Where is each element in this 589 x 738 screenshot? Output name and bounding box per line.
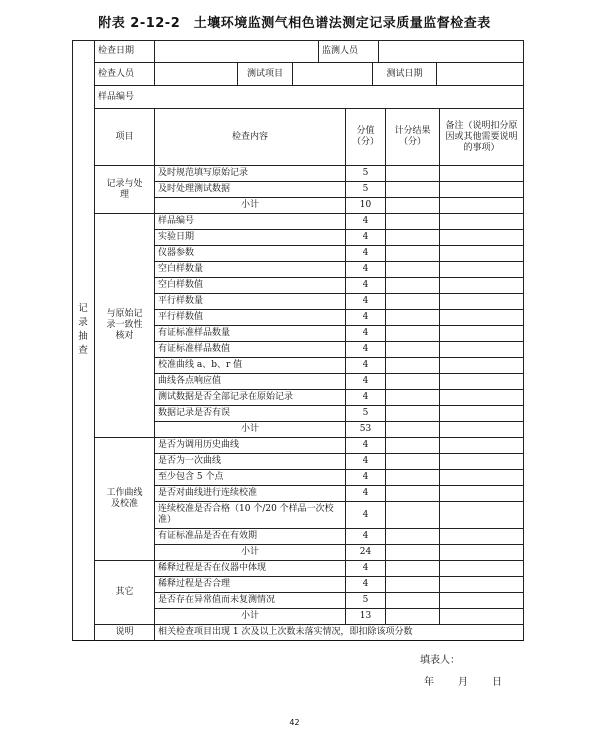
item-score: 4 — [362, 280, 369, 290]
rule — [345, 245, 346, 262]
rule — [385, 485, 386, 502]
rule — [345, 485, 346, 502]
day-label: 日 — [492, 677, 502, 688]
rule — [439, 576, 440, 593]
check-item: 校准曲线 a、b、r 值 — [158, 360, 243, 370]
item-score: 4 — [362, 344, 369, 354]
rule — [385, 389, 386, 406]
rule — [345, 437, 346, 454]
item-score: 4 — [362, 312, 369, 322]
rule — [385, 560, 386, 577]
check-item: 空白样数值 — [158, 280, 204, 290]
rule — [345, 165, 346, 182]
rule — [385, 405, 386, 422]
rule — [439, 592, 440, 609]
item-score: 4 — [362, 440, 369, 450]
rule — [345, 357, 346, 374]
rule — [345, 469, 346, 486]
rule — [72, 640, 524, 641]
rule — [345, 181, 346, 198]
rule — [523, 40, 524, 641]
rule — [345, 277, 346, 294]
rule — [385, 592, 386, 609]
rule — [94, 40, 95, 625]
item-score: 4 — [362, 232, 369, 242]
subtotal-score: 53 — [359, 424, 372, 434]
rule — [345, 576, 346, 593]
rule — [154, 437, 155, 561]
group-name: 其它 — [115, 587, 134, 597]
check-date-label: 检查日期 — [98, 46, 135, 56]
column-content-header: 检查内容 — [231, 131, 268, 142]
item-score: 4 — [362, 472, 369, 482]
check-item: 是否为调用历史曲线 — [158, 440, 240, 450]
rule — [439, 373, 440, 390]
rule — [385, 453, 386, 470]
rule — [385, 341, 386, 358]
check-item: 及时处理测试数据 — [158, 184, 231, 194]
test-date-label: 测试日期 — [386, 68, 423, 79]
check-item: 样品编号 — [158, 216, 195, 226]
rule — [385, 293, 386, 310]
rule — [385, 165, 386, 182]
page-title: 附表 2-12-2 土壤环境监测气相色谱法测定记录质量监督检查表 — [98, 16, 491, 31]
rule — [439, 560, 440, 577]
rule — [345, 213, 346, 230]
item-score: 4 — [362, 376, 369, 386]
item-score: 4 — [362, 456, 369, 466]
column-item-header: 项目 — [115, 131, 134, 142]
rule — [154, 560, 155, 625]
rule — [345, 405, 346, 422]
check-item: 至少包含 5 个点 — [158, 472, 224, 482]
rule — [439, 437, 440, 454]
sample-no-label: 样品编号 — [98, 91, 135, 102]
rule — [385, 469, 386, 486]
month-label: 月 — [458, 677, 468, 688]
check-item: 是否对曲线进行连续校准 — [158, 488, 258, 498]
rule — [345, 608, 346, 625]
rule — [345, 373, 346, 390]
rule — [378, 40, 379, 63]
rule — [439, 357, 440, 374]
rule — [439, 197, 440, 214]
year-label: 年 — [424, 677, 434, 688]
rule — [439, 165, 440, 182]
rule — [439, 389, 440, 406]
rule — [439, 421, 440, 438]
rule — [385, 528, 386, 545]
rule — [385, 229, 386, 246]
rule — [94, 85, 524, 86]
test-item-label: 测试项目 — [246, 68, 283, 79]
rule — [439, 341, 440, 358]
check-item: 曲线各点响应值 — [158, 376, 222, 386]
check-item: 有证标准样品数量 — [158, 328, 231, 338]
group-name: 记录与处理 — [106, 178, 143, 200]
rule — [385, 197, 386, 214]
item-score: 4 — [362, 360, 369, 370]
check-item: 空白样数量 — [158, 264, 204, 274]
item-score: 4 — [362, 563, 369, 573]
item-score: 4 — [362, 296, 369, 306]
check-item: 稀释过程是否在仪器中体现 — [158, 563, 267, 573]
rule — [345, 197, 346, 214]
rule — [385, 277, 386, 294]
item-score: 4 — [362, 264, 369, 274]
rule — [439, 501, 440, 529]
rule — [345, 453, 346, 470]
item-score: 5 — [362, 184, 369, 194]
rule — [439, 608, 440, 625]
side-label: 记录抽查 — [78, 303, 88, 356]
item-score: 4 — [362, 248, 369, 258]
rule — [439, 544, 440, 561]
rule — [439, 485, 440, 502]
rule — [154, 165, 155, 214]
rule — [345, 309, 346, 326]
rule — [385, 421, 386, 438]
rule — [345, 261, 346, 278]
rule — [385, 501, 386, 529]
item-score: 5 — [362, 408, 369, 418]
item-score: 4 — [362, 328, 369, 338]
rule — [385, 181, 386, 198]
item-score: 4 — [362, 579, 369, 589]
rule — [439, 245, 440, 262]
rule — [439, 277, 440, 294]
rule — [439, 528, 440, 545]
note-text: 相关检查项目出现 1 次及以上次数未落实情况，即扣除该项分数 — [158, 627, 413, 637]
rule — [72, 40, 73, 641]
rule — [385, 309, 386, 326]
rule — [345, 341, 346, 358]
inspector-label: 检查人员 — [98, 68, 135, 79]
rule — [345, 560, 346, 577]
rule — [345, 325, 346, 342]
check-item: 实验日期 — [158, 232, 195, 242]
check-item: 数据记录是否有误 — [158, 408, 231, 418]
check-item: 仪器参数 — [158, 248, 195, 258]
rule — [385, 373, 386, 390]
rule — [439, 453, 440, 470]
rule — [385, 261, 386, 278]
item-score: 4 — [362, 216, 369, 226]
rule — [385, 437, 386, 454]
check-item: 平行样数值 — [158, 312, 204, 322]
subtotal-label: 小计 — [240, 611, 259, 621]
rule — [439, 405, 440, 422]
rule — [439, 181, 440, 198]
rule — [345, 389, 346, 406]
rule — [345, 229, 346, 246]
rule — [439, 213, 440, 230]
column-score-header: 分值（分） — [352, 126, 380, 147]
monitor-person-label: 监测人员 — [322, 46, 359, 56]
rule — [385, 576, 386, 593]
rule — [436, 62, 437, 86]
note-label: 说明 — [115, 627, 134, 637]
rule — [345, 528, 346, 545]
rule — [385, 544, 386, 561]
rule — [345, 293, 346, 310]
item-score: 4 — [362, 531, 369, 541]
subtotal-label: 小计 — [240, 547, 259, 557]
filler-label: 填表人： — [420, 655, 460, 666]
rule — [385, 325, 386, 342]
rule — [439, 261, 440, 278]
rule — [439, 229, 440, 246]
subtotal-label: 小计 — [240, 424, 259, 434]
rule — [439, 309, 440, 326]
page-number: 42 — [289, 718, 300, 727]
column-result-header: 计分结果（分） — [394, 126, 431, 147]
subtotal-label: 小计 — [240, 200, 259, 210]
rule — [94, 62, 524, 63]
check-item: 是否存在异常值而未复测情况 — [158, 595, 276, 605]
rule — [439, 325, 440, 342]
item-score: 5 — [362, 595, 369, 605]
check-item: 稀释过程是否合理 — [158, 579, 231, 589]
group-name: 工作曲线及校准 — [106, 488, 143, 509]
item-score: 4 — [362, 392, 369, 402]
column-remark-header: 备注（说明扣分原因或其他需要说明的事项） — [445, 120, 518, 153]
rule — [94, 624, 95, 641]
check-item: 测试数据是否全部记录在原始记录 — [158, 392, 294, 402]
item-score: 4 — [362, 509, 369, 520]
rule — [385, 357, 386, 374]
subtotal-score: 10 — [359, 200, 372, 210]
rule — [154, 213, 155, 438]
rule — [385, 608, 386, 625]
group-name: 与原始记录一致性核对 — [106, 309, 143, 341]
rule — [439, 469, 440, 486]
rule — [345, 544, 346, 561]
subtotal-score: 13 — [359, 611, 372, 621]
check-item: 连续校准是否合格（10 个/20 个样品一次校准） — [158, 504, 334, 525]
check-item: 是否为一次曲线 — [158, 456, 222, 466]
rule — [385, 213, 386, 230]
rule — [385, 245, 386, 262]
rule — [345, 501, 346, 529]
item-score: 4 — [362, 488, 369, 498]
rule — [345, 592, 346, 609]
rule — [345, 421, 346, 438]
rule — [292, 62, 293, 86]
check-item: 有证标准品是否在有效期 — [158, 531, 258, 541]
item-score: 5 — [362, 168, 369, 178]
subtotal-score: 24 — [359, 547, 372, 557]
rule — [154, 40, 155, 86]
rule — [439, 293, 440, 310]
check-item: 平行样数量 — [158, 296, 204, 306]
check-item: 及时规范填写原始记录 — [158, 168, 249, 178]
check-item: 有证标准样品数值 — [158, 344, 231, 354]
